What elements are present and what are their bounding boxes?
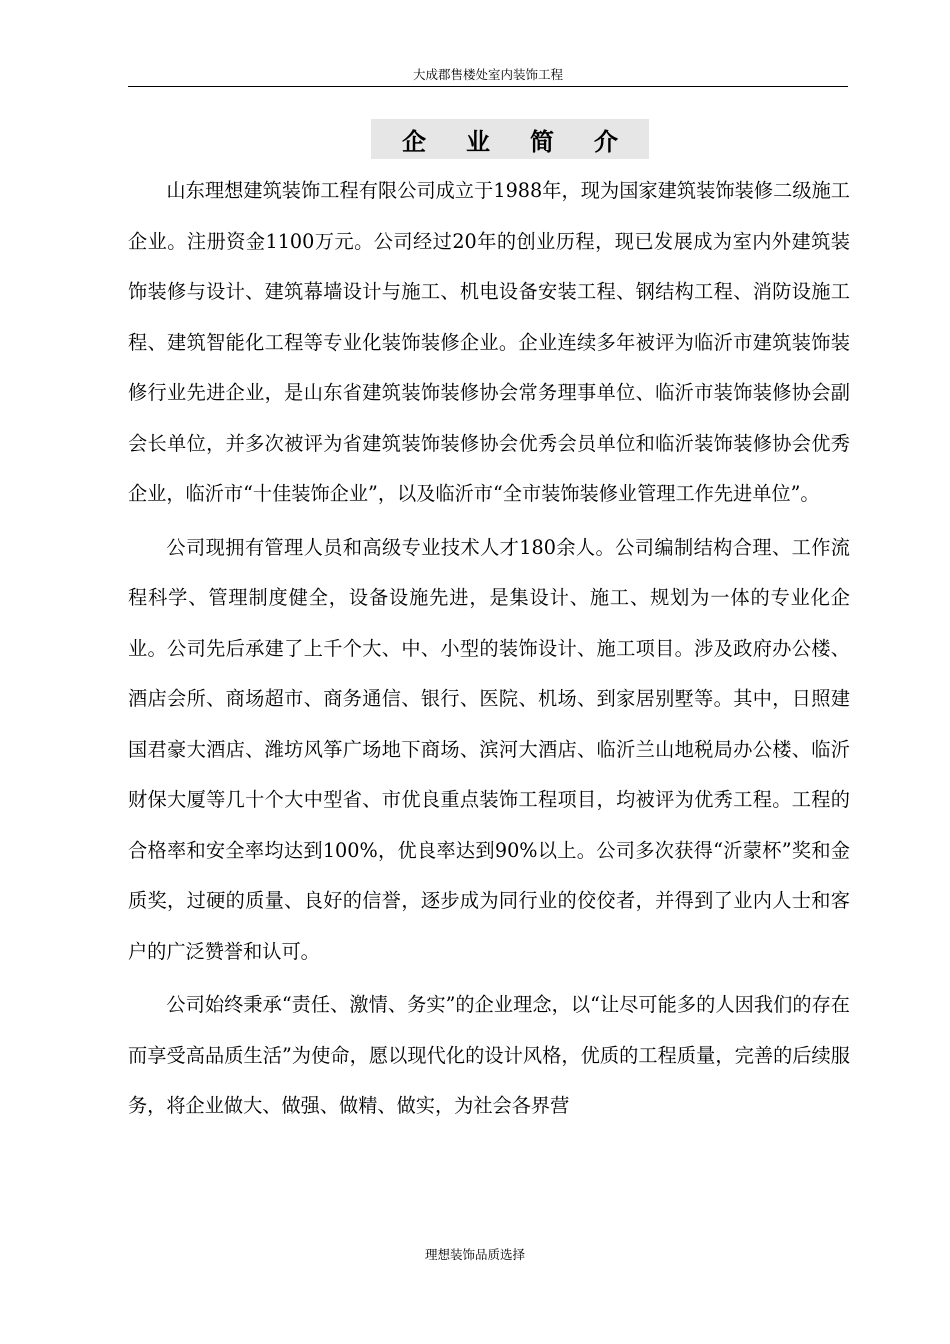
paragraph: 公司现拥有管理人员和高级专业技术人才180余人。公司编制结构合理、工作流程科学、管理制度健全，设备设施先进，是集设计、施工、规划为一体的专业化企业。公司先后承建了上千个大、中、小型的装饰设计、施工项目。涉及政府办公楼、酒店会所、商场超市、商务通信、银行、医院、机场、到家居别墅等。其中，日照建国君豪大酒店、潍坊风筝广场地下商场、滨河大酒店、临沂兰山地税局办公楼、临沂财保大厦等几十个大中型省、市优良重点装饰工程项目，均被评为优秀工程。工程的合格率和安全率均达到100%，优良率达到90%以上。公司多次获得“沂蒙杯”奖和金质奖，过硬的质量、良好的信誉，逐步成为同行业的佼佼者，并得到了业内人士和客户的广泛赞誉和认可。 <box>128 535 850 963</box>
page-footer <box>0 1246 950 1264</box>
paragraph: 公司始终秉承“责任、激情、务实”的企业理念，以“让尽可能多的人因我们的存在而享受高品质生活”为使命，愿以现代化的设计风格，优质的工程质量，完善的后续服务，将企业做大、做强、做精、做实，为社会各界营 <box>128 993 850 1117</box>
paragraph: 山东理想建筑装饰工程有限公司成立于1988年，现为国家建筑装饰装修二级施工企业。注册资金1100万元。公司经过20年的创业历程，现已发展成为室内外建筑装饰装修与设计、建筑幕墙设计与施工、机电设备安装工程、钢结构工程、消防设施工程、建筑智能化工程等专业化装饰装修企业。企业连续多年被评为临沂市建筑装饰装修行业先进企业，是山东省建筑装饰装修协会常务理事单位、临沂市装饰装修协会副会长单位，并多次被评为省建筑装饰装修协会优秀会员单位和临沂装饰装修协会优秀企业，临沂市“十佳装饰企业”，以及临沂市“全市装饰装修业管理工作先进单位”。 <box>128 179 850 505</box>
footer-text: 理想装饰品质选择 <box>424 1247 525 1262</box>
body-content <box>128 166 850 1135</box>
page-title: 企业简介 <box>402 127 658 156</box>
title-box <box>371 119 658 159</box>
header-text: 大成郡售楼处室内装饰工程 <box>412 67 563 82</box>
page-header <box>128 66 848 87</box>
